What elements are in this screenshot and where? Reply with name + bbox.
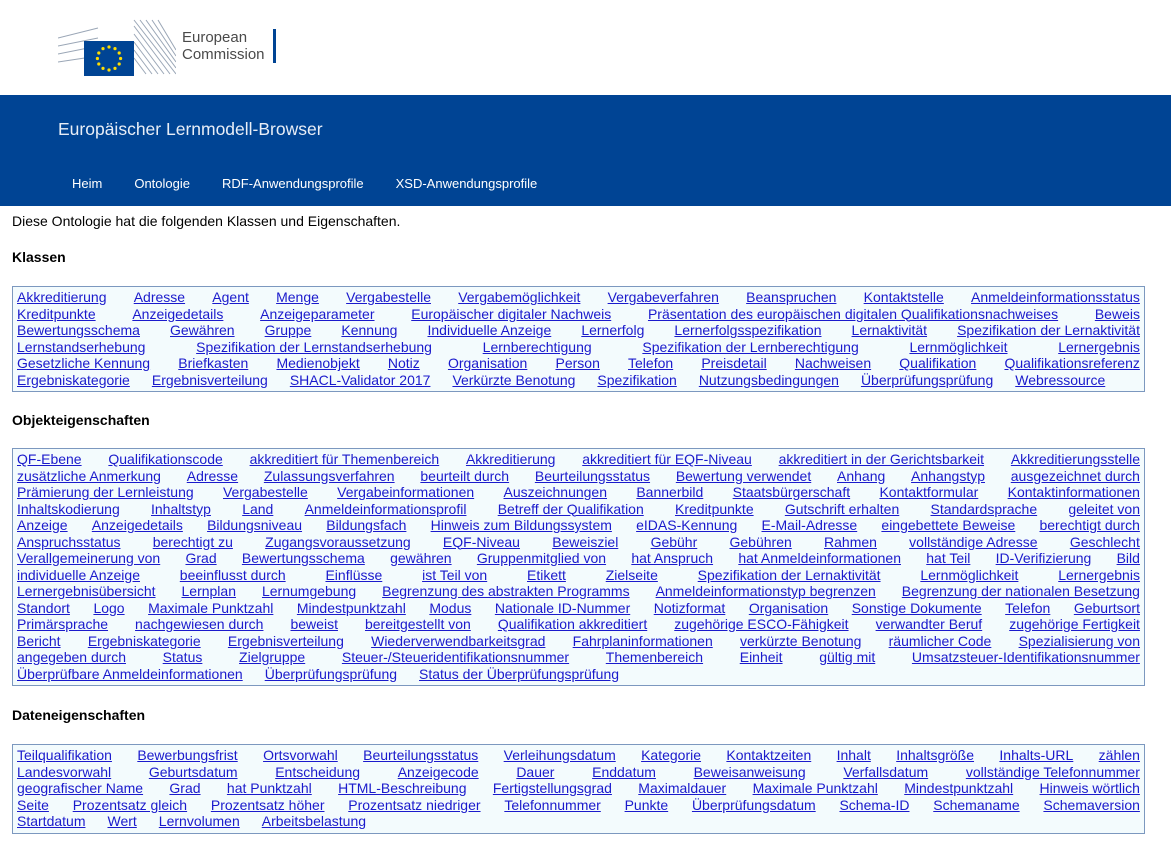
ontology-link[interactable]: Maximale Punktzahl bbox=[148, 599, 274, 616]
ontology-link[interactable]: Vergabestelle bbox=[222, 484, 308, 500]
ontology-link[interactable]: Ergebniskategorie bbox=[17, 371, 130, 388]
ontology-link[interactable]: beweist bbox=[290, 616, 338, 632]
ontology-link[interactable]: zusätzliche Anmerkung bbox=[17, 467, 161, 484]
ontology-link[interactable]: Wert bbox=[107, 813, 137, 829]
ontology-link[interactable]: Telefon bbox=[1005, 599, 1051, 616]
ontology-link[interactable]: Hinweis wörtlich bbox=[1039, 780, 1140, 796]
ontology-link[interactable]: Prozentsatz höher bbox=[210, 796, 325, 813]
ontology-link[interactable]: Qualifikationsreferenz bbox=[1004, 355, 1140, 371]
ontology-link[interactable]: Ergebnisverteilung bbox=[227, 632, 344, 649]
intro-text: Diese Ontologie hat die folgenden Klassen und Eigenschaften. bbox=[12, 213, 401, 229]
ontology-link[interactable]: Europäischer digitaler Nachweis bbox=[411, 305, 612, 322]
ontology-link[interactable]: Lernmöglichkeit bbox=[920, 566, 1019, 583]
ontology-link[interactable]: Ortsvorwahl bbox=[263, 747, 338, 763]
ontology-link[interactable]: Verfallsdatum bbox=[843, 763, 929, 780]
link-row bbox=[17, 289, 1140, 306]
ontology-link[interactable]: Kontaktstelle bbox=[863, 289, 944, 305]
object-properties-heading: Objekteigenschaften bbox=[12, 412, 150, 428]
ontology-link[interactable]: Adresse bbox=[133, 289, 186, 305]
ontology-link[interactable]: Lernmöglichkeit bbox=[909, 338, 1008, 355]
ontology-link[interactable]: akkreditiert in der Gerichtsbarkeit bbox=[778, 451, 985, 467]
data-properties-heading: Dateneigenschaften bbox=[12, 707, 146, 723]
ontology-link[interactable]: Inhalts-URL bbox=[999, 747, 1074, 763]
ontology-link[interactable]: akkreditiert für Themenbereich bbox=[249, 451, 440, 467]
ontology-link[interactable]: Gebühren bbox=[729, 533, 792, 550]
ontology-link[interactable]: Schemaversion bbox=[1043, 796, 1140, 813]
ontology-link[interactable]: hat Punktzahl bbox=[226, 780, 312, 796]
ontology-link[interactable]: Lernerfolg bbox=[581, 322, 645, 338]
ontology-link[interactable]: Inhalt bbox=[836, 747, 871, 763]
ontology-link[interactable]: Steuer-/Steueridentifikationsnummer bbox=[341, 649, 570, 665]
link-row bbox=[17, 372, 1140, 389]
ontology-link[interactable]: Beweisziel bbox=[552, 533, 619, 550]
ontology-link[interactable]: Überprüfbare Anmeldeinformationen bbox=[17, 665, 243, 682]
ontology-link[interactable]: Spezialisierung von bbox=[1018, 632, 1140, 649]
ontology-link[interactable]: Vergabeinformationen bbox=[337, 484, 475, 500]
ontology-link[interactable]: Beanspruchen bbox=[746, 289, 837, 305]
ontology-link[interactable]: Überprüfungsprüfung bbox=[264, 665, 398, 682]
ontology-link[interactable]: Nachweisen bbox=[794, 355, 872, 371]
link-row bbox=[17, 468, 1140, 485]
ontology-link[interactable]: Lernvolumen bbox=[158, 813, 240, 829]
data-properties-list bbox=[12, 744, 1145, 834]
ontology-link[interactable]: hat Anmeldeinformationen bbox=[738, 550, 901, 566]
ontology-link[interactable]: hat Teil bbox=[926, 550, 971, 566]
ontology-link[interactable]: eIDAS-Kennung bbox=[636, 517, 738, 533]
ontology-link[interactable]: Kontaktinformationen bbox=[1007, 484, 1140, 500]
ontology-link[interactable]: Umsatzsteuer-Identifikationsnummer bbox=[911, 649, 1140, 665]
ontology-link[interactable]: Anzeige bbox=[17, 517, 68, 533]
ontology-link[interactable]: Gutschrift erhalten bbox=[784, 500, 900, 517]
ec-logo[interactable] bbox=[58, 16, 276, 76]
site-title: Europäischer Lernmodell-Browser bbox=[58, 119, 323, 139]
ontology-link[interactable]: vollständige Telefonnummer bbox=[965, 763, 1140, 780]
ontology-link[interactable]: Anzeigecode bbox=[397, 763, 479, 780]
classes-list bbox=[12, 286, 1145, 392]
ontology-link[interactable]: Etikett bbox=[527, 566, 566, 583]
ontology-link[interactable]: vollständige Adresse bbox=[909, 533, 1038, 550]
ontology-link[interactable]: Beweis bbox=[1094, 305, 1140, 322]
ontology-link[interactable]: Anzeigedetails bbox=[132, 305, 224, 322]
ontology-link[interactable]: Arbeitsbelastung bbox=[261, 813, 367, 829]
nav-item-xsd-profiles[interactable]: XSD-Anwendungsprofile bbox=[395, 176, 538, 191]
link-row bbox=[17, 747, 1140, 764]
ontology-link[interactable]: Akkreditierung bbox=[465, 451, 556, 467]
ontology-link[interactable]: ist Teil von bbox=[422, 566, 488, 583]
ontology-link[interactable]: Schemaname bbox=[933, 796, 1020, 813]
ontology-link[interactable]: Grad bbox=[185, 550, 217, 566]
ontology-link[interactable]: Bewertungsschema bbox=[17, 322, 140, 338]
nav-item-ontology[interactable]: Ontologie bbox=[134, 176, 190, 191]
link-row bbox=[17, 355, 1140, 372]
ontology-link[interactable]: Bild bbox=[1116, 550, 1140, 566]
ontology-link[interactable]: Telefonnummer bbox=[504, 796, 601, 813]
ontology-link[interactable]: geografischer Name bbox=[17, 780, 144, 796]
link-row bbox=[17, 322, 1140, 339]
ontology-link[interactable]: räumlicher Code bbox=[888, 632, 992, 649]
eu-flag-icon bbox=[58, 16, 176, 76]
ontology-link[interactable]: EQF-Niveau bbox=[442, 533, 520, 550]
ontology-link[interactable]: bereitgestellt von bbox=[364, 616, 471, 632]
ontology-link[interactable]: Lernergebnis bbox=[1058, 566, 1140, 583]
ontology-link[interactable]: Mindestpunktzahl bbox=[296, 599, 406, 616]
logo-line-1: European bbox=[182, 29, 248, 46]
ontology-link[interactable]: Vergabestelle bbox=[346, 289, 431, 305]
ontology-link[interactable]: Bewertungsschema bbox=[241, 550, 365, 566]
ontology-link[interactable]: Ergebnisverteilung bbox=[151, 371, 268, 388]
ontology-link[interactable]: Präsentation des europäischen digitalen Qualifikationsnachweises bbox=[647, 305, 1059, 322]
ontology-link[interactable]: ID-Verifizierung bbox=[995, 550, 1092, 566]
ontology-link[interactable]: Gewähren bbox=[170, 322, 235, 338]
ontology-link[interactable]: Schema-ID bbox=[839, 796, 910, 813]
ontology-link[interactable]: Gruppenmitglied von bbox=[476, 550, 607, 566]
ontology-link[interactable]: Lernumgebung bbox=[261, 583, 357, 599]
ontology-link[interactable]: Anzeigedetails bbox=[91, 517, 183, 533]
ontology-link[interactable]: Geburtsort bbox=[1073, 599, 1140, 616]
object-properties-list bbox=[12, 448, 1145, 686]
link-row bbox=[17, 649, 1140, 666]
ontology-link[interactable]: Lernerfolgsspezifikation bbox=[674, 322, 822, 338]
ontology-link[interactable]: Verkürzte Benotung bbox=[452, 371, 576, 388]
ontology-link[interactable]: Punkte bbox=[624, 796, 669, 813]
ontology-link[interactable]: Organisation bbox=[748, 599, 829, 616]
link-row bbox=[17, 813, 1140, 830]
ontology-link[interactable]: Lernstandserhebung bbox=[17, 338, 146, 355]
link-row bbox=[17, 600, 1140, 617]
ontology-link[interactable]: Landesvorwahl bbox=[17, 763, 112, 780]
ontology-link[interactable]: Lernergebnis bbox=[1058, 338, 1140, 355]
ontology-link[interactable]: Zugangsvoraussetzung bbox=[265, 533, 411, 550]
ontology-link[interactable]: verkürzte Benotung bbox=[739, 632, 862, 649]
link-row bbox=[17, 484, 1140, 501]
ontology-link[interactable]: Anmeldeinformationsstatus bbox=[971, 289, 1140, 305]
ontology-link[interactable]: Kennung bbox=[341, 322, 398, 338]
ontology-link[interactable]: Hinweis zum Bildungssystem bbox=[430, 517, 612, 533]
ontology-link[interactable]: individuelle Anzeige bbox=[17, 566, 140, 583]
ontology-link[interactable]: Prozentsatz gleich bbox=[72, 796, 188, 813]
ontology-link[interactable]: Geschlecht bbox=[1069, 533, 1140, 550]
ontology-link[interactable]: Gebühr bbox=[650, 533, 698, 550]
header-banner bbox=[0, 95, 1171, 206]
ontology-link[interactable]: Fertigstellungsgrad bbox=[492, 780, 612, 796]
ontology-link[interactable]: Akkreditierung bbox=[17, 289, 107, 305]
logo-line-2: Commission bbox=[182, 46, 265, 63]
ontology-link[interactable]: Preisdetail bbox=[701, 355, 767, 371]
ontology-link[interactable]: E-Mail-Adresse bbox=[761, 517, 858, 533]
ontology-link[interactable]: Spezifikation der Lernaktivität bbox=[957, 322, 1140, 338]
link-row bbox=[17, 616, 1140, 633]
ontology-link[interactable]: Grad bbox=[169, 780, 201, 796]
ontology-link[interactable]: Prämierung der Lernleistung bbox=[17, 484, 194, 500]
ontology-link[interactable]: Verleihungsdatum bbox=[503, 747, 616, 763]
ontology-link[interactable]: Bewerbungsfrist bbox=[137, 747, 238, 763]
ontology-link[interactable]: Anmeldeinformationstyp begrenzen bbox=[655, 583, 876, 599]
ontology-link[interactable]: Standort bbox=[17, 599, 70, 616]
ontology-link[interactable]: Begrenzung des abstrakten Programms bbox=[382, 583, 630, 599]
ontology-link[interactable]: Überprüfungsdatum bbox=[691, 796, 816, 813]
ontology-link[interactable]: Maximale Punktzahl bbox=[752, 780, 878, 796]
ontology-link[interactable]: Beurteilungsstatus bbox=[534, 467, 651, 484]
ontology-link[interactable]: Land bbox=[242, 500, 274, 517]
ontology-link[interactable]: Telefon bbox=[628, 355, 674, 371]
ontology-link[interactable]: Bannerbild bbox=[636, 484, 704, 500]
link-row bbox=[17, 306, 1140, 323]
ontology-link[interactable]: Kreditpunkte bbox=[17, 305, 96, 322]
ontology-link[interactable]: Geburtsdatum bbox=[148, 763, 238, 780]
ontology-link[interactable]: Begrenzung der nationalen Besetzung bbox=[901, 583, 1140, 599]
ontology-link[interactable]: Gesetzliche Kennung bbox=[17, 355, 151, 371]
ontology-link[interactable]: Anspruchsstatus bbox=[17, 533, 121, 550]
link-row bbox=[17, 339, 1140, 356]
ontology-link[interactable]: SHACL-Validator 2017 bbox=[289, 371, 431, 388]
ontology-link[interactable]: HTML-Beschreibung bbox=[338, 780, 467, 796]
link-row bbox=[17, 780, 1140, 797]
ontology-link[interactable]: Lernaktivität bbox=[851, 322, 928, 338]
ontology-link[interactable]: Qualifikation bbox=[899, 355, 977, 371]
ontology-link[interactable]: Bewertung verwendet bbox=[675, 467, 812, 484]
ontology-link[interactable]: beurteilt durch bbox=[420, 467, 510, 484]
ontology-link[interactable]: Notiz bbox=[387, 355, 420, 371]
ontology-link[interactable]: Spezifikation der Lernberechtigung bbox=[642, 338, 859, 355]
ontology-link[interactable]: Betreff der Qualifikation bbox=[497, 500, 644, 517]
ontology-link[interactable]: Auszeichnungen bbox=[503, 484, 608, 500]
ontology-link[interactable]: Kontaktformular bbox=[879, 484, 979, 500]
ontology-link[interactable]: Anhangstyp bbox=[911, 467, 985, 484]
ontology-link[interactable]: Verallgemeinerung von bbox=[17, 550, 161, 566]
ontology-link[interactable]: Startdatum bbox=[17, 813, 86, 829]
link-row bbox=[17, 797, 1140, 814]
ontology-link[interactable]: Zielgruppe bbox=[239, 649, 306, 665]
top-bar bbox=[0, 0, 1171, 95]
ontology-link[interactable]: Beweisanweisung bbox=[693, 763, 806, 780]
ontology-link[interactable]: Kontaktzeiten bbox=[726, 747, 812, 763]
ontology-link[interactable]: Vergabeverfahren bbox=[607, 289, 719, 305]
ontology-link[interactable]: zugehörige Fertigkeit bbox=[1009, 616, 1140, 632]
logo-text bbox=[182, 29, 276, 63]
ontology-link[interactable]: Anzeigeparameter bbox=[260, 305, 375, 322]
ontology-link[interactable]: Organisation bbox=[447, 355, 528, 371]
ontology-link[interactable]: Spezifikation bbox=[597, 371, 677, 388]
link-row bbox=[17, 501, 1140, 518]
link-row bbox=[17, 633, 1140, 650]
ontology-link[interactable]: Lernplan bbox=[181, 583, 236, 599]
ontology-link[interactable]: berechtigt zu bbox=[152, 533, 233, 550]
ontology-link[interactable]: Person bbox=[555, 355, 600, 371]
ontology-link[interactable]: Status der Überprüfungsprüfung bbox=[419, 665, 620, 682]
link-row bbox=[17, 666, 1140, 683]
ontology-link[interactable]: Standardsprache bbox=[930, 500, 1038, 517]
ontology-link[interactable]: Anhang bbox=[837, 467, 886, 484]
nav-item-rdf-profiles[interactable]: RDF-Anwendungsprofile bbox=[222, 176, 364, 191]
ontology-link[interactable]: ausgezeichnet durch bbox=[1010, 467, 1140, 484]
ontology-link[interactable]: Themenbereich bbox=[605, 649, 704, 665]
ontology-link[interactable]: Notizformat bbox=[653, 599, 726, 616]
ontology-link[interactable]: Zielseite bbox=[605, 566, 658, 583]
ontology-link[interactable]: Seite bbox=[17, 796, 49, 813]
ontology-link[interactable]: Maximaldauer bbox=[638, 780, 727, 796]
link-row bbox=[17, 451, 1140, 468]
ontology-link[interactable]: zählen bbox=[1098, 747, 1140, 763]
ontology-link[interactable]: Modus bbox=[429, 599, 472, 616]
ontology-link[interactable]: Briefkasten bbox=[178, 355, 249, 371]
ontology-link[interactable]: Agent bbox=[212, 289, 249, 305]
ontology-link[interactable]: Adresse bbox=[186, 467, 239, 484]
main-nav bbox=[56, 176, 553, 191]
ontology-link[interactable]: Zulassungsverfahren bbox=[263, 467, 395, 484]
ontology-link[interactable]: Einflüsse bbox=[325, 566, 383, 583]
ontology-link[interactable]: nachgewiesen durch bbox=[135, 616, 264, 632]
ontology-link[interactable]: Webressource bbox=[1015, 371, 1106, 388]
ontology-link[interactable]: Medienobjekt bbox=[276, 355, 360, 371]
ontology-link[interactable]: beeinflusst durch bbox=[179, 566, 286, 583]
ontology-link[interactable]: angegeben durch bbox=[17, 649, 126, 665]
ontology-link[interactable]: Spezifikation der Lernstandserhebung bbox=[196, 338, 432, 355]
ontology-link[interactable]: Beurteilungsstatus bbox=[363, 747, 479, 763]
ontology-link[interactable]: Lernergebnisübersicht bbox=[17, 583, 156, 599]
ontology-link[interactable]: Bildungsfach bbox=[326, 517, 407, 533]
ontology-link[interactable]: Vergabemöglichkeit bbox=[458, 289, 581, 305]
ontology-link[interactable]: Sonstige Dokumente bbox=[851, 599, 982, 616]
ontology-link[interactable]: Akkreditierungsstelle bbox=[1010, 451, 1140, 467]
ontology-link[interactable]: Inhaltsgröße bbox=[896, 747, 975, 763]
ontology-link[interactable]: Enddatum bbox=[592, 763, 656, 780]
ontology-link[interactable]: Prozentsatz niedriger bbox=[348, 796, 481, 813]
ontology-link[interactable]: Teilqualifikation bbox=[17, 747, 112, 763]
ontology-link[interactable]: Nationale ID-Nummer bbox=[494, 599, 631, 616]
ontology-link[interactable]: Menge bbox=[276, 289, 319, 305]
ontology-link[interactable]: Staatsbürgerschaft bbox=[732, 484, 851, 500]
nav-item-home[interactable]: Heim bbox=[72, 176, 103, 191]
ontology-link[interactable]: Dauer bbox=[516, 763, 555, 780]
ontology-link[interactable]: Qualifikationscode bbox=[108, 451, 223, 467]
ontology-link[interactable]: Bildungsniveau bbox=[207, 517, 303, 533]
link-row bbox=[17, 534, 1140, 551]
ontology-link[interactable]: Primärsprache bbox=[17, 616, 109, 632]
ontology-link[interactable]: gültig mit bbox=[819, 649, 876, 665]
ontology-link[interactable]: Kreditpunkte bbox=[675, 500, 754, 517]
ontology-link[interactable]: Fahrplaninformationen bbox=[572, 632, 713, 649]
ontology-link[interactable]: Entscheidung bbox=[275, 763, 361, 780]
ontology-link[interactable]: Einheit bbox=[739, 649, 783, 665]
ontology-link[interactable]: Kategorie bbox=[641, 747, 702, 763]
ontology-link[interactable]: Inhaltskodierung bbox=[17, 500, 120, 517]
classes-heading: Klassen bbox=[12, 249, 66, 265]
ontology-link[interactable]: gewähren bbox=[390, 550, 452, 566]
link-row bbox=[17, 583, 1140, 600]
ontology-link[interactable]: Rahmen bbox=[824, 533, 877, 550]
link-row bbox=[17, 550, 1140, 567]
ontology-link[interactable]: Wiederverwendbarkeitsgrad bbox=[371, 632, 546, 649]
ontology-link[interactable]: Inhaltstyp bbox=[151, 500, 211, 517]
ontology-link[interactable]: Überprüfungsprüfung bbox=[860, 371, 994, 388]
ontology-link[interactable]: Logo bbox=[93, 599, 125, 616]
ontology-link[interactable]: berechtigt durch bbox=[1039, 517, 1140, 533]
ontology-link[interactable]: akkreditiert für EQF-Niveau bbox=[582, 451, 752, 467]
ontology-link[interactable]: Qualifikation akkreditiert bbox=[497, 616, 648, 632]
ontology-link[interactable]: Lernberechtigung bbox=[482, 338, 592, 355]
ontology-link[interactable]: Nutzungsbedingungen bbox=[698, 371, 839, 388]
ontology-link[interactable]: verwandter Beruf bbox=[875, 616, 983, 632]
ontology-link[interactable]: Anmeldeinformationsprofil bbox=[304, 500, 467, 517]
link-row bbox=[17, 567, 1140, 584]
ontology-link[interactable]: Mindestpunktzahl bbox=[904, 780, 1014, 796]
ontology-link[interactable]: Individuelle Anzeige bbox=[427, 322, 552, 338]
ontology-link[interactable]: geleitet von bbox=[1068, 500, 1140, 517]
link-row bbox=[17, 517, 1140, 534]
ontology-link[interactable]: QF-Ebene bbox=[17, 451, 82, 467]
ontology-link[interactable]: eingebettete Beweise bbox=[881, 517, 1016, 533]
ontology-link[interactable]: Status bbox=[162, 649, 203, 665]
ontology-link[interactable]: hat Anspruch bbox=[631, 550, 714, 566]
ontology-link[interactable]: Gruppe bbox=[264, 322, 312, 338]
link-row bbox=[17, 764, 1140, 781]
ontology-link[interactable]: Ergebniskategorie bbox=[87, 632, 201, 649]
ontology-link[interactable]: zugehörige ESCO-Fähigkeit bbox=[674, 616, 849, 632]
ontology-link[interactable]: Bericht bbox=[17, 632, 61, 649]
ontology-link[interactable]: Spezifikation der Lernaktivität bbox=[697, 566, 881, 583]
